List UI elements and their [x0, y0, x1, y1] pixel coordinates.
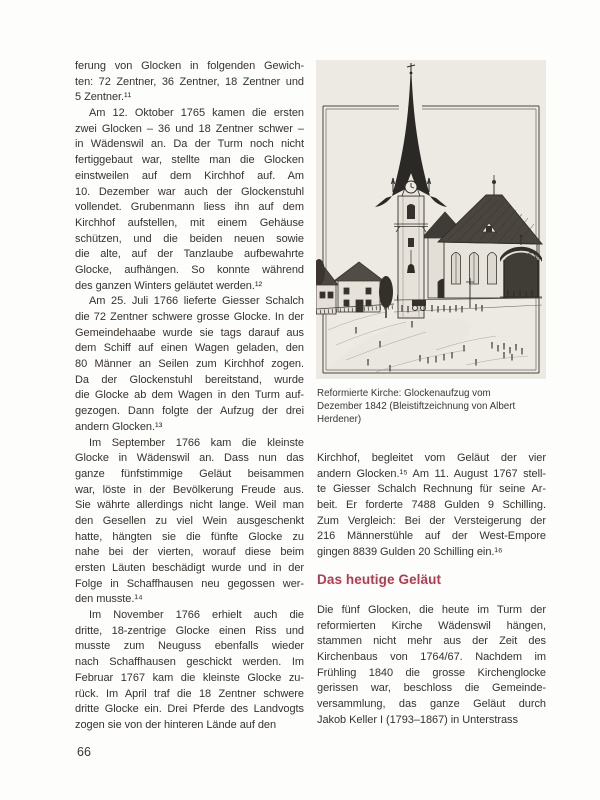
- text-line: Am 12. Oktober 1765 kamen die ersten: [89, 107, 304, 120]
- text-line: die alte, auf der Tanzlaube aufbewahrte: [75, 248, 304, 261]
- text-line: Sie währte allerdings nicht lange. Weil man: [75, 499, 304, 512]
- figure-caption: [317, 387, 543, 426]
- text-line: den musste.¹⁴: [75, 593, 143, 606]
- text-line: 5 Zentner.¹¹: [75, 91, 132, 104]
- text-line: Im November 1766 erhielt auch die: [89, 609, 304, 622]
- text-line: Zum Vergleich: Bei der Versteigerung der: [317, 514, 546, 527]
- text-line: Da der Glockenstuhl bereitstand, wurde: [75, 373, 304, 386]
- text-line: Glocke in Wädenswil an. Dass nun das: [75, 452, 304, 465]
- text-line: 216 Männerstühle auf der West-Empore: [317, 530, 546, 543]
- text-line: Folge in Schaffhausen neu gegossen wer-: [75, 577, 304, 590]
- text-line: ersten Läuten beschädigt wurde und in der: [75, 562, 304, 574]
- text-line: in Wädenswil an. Da der Turm noch nicht: [75, 138, 304, 151]
- text-line: ganze fünfstimmige Geläut beisammen: [75, 467, 304, 480]
- caption-line: Herdener): [317, 414, 362, 425]
- text-line: Jakob Keller I (1793–1867) in Unterstrass: [317, 713, 518, 726]
- text-line: ten: 72 Zentner, 36 Zentner, 18 Zentner und: [75, 75, 304, 88]
- text-line: Kirchhof, begleitet vom Geläut der vier: [317, 452, 546, 464]
- left-text-column: [75, 59, 304, 734]
- text-line: dritte, 18-zentrige Glocke einen Riss und: [75, 624, 304, 637]
- text-line: stammen nicht mehr aus der Zeit des: [317, 635, 546, 648]
- text-line: Frühling 1840 die grosse Kirchenglocke: [317, 666, 546, 679]
- text-line: 10. Dezember war auch der Glockenstuhl: [75, 185, 304, 198]
- text-line: Kirchenbaus von 1764/67. Nachdem im: [317, 651, 546, 664]
- text-line: andern Glocken.¹⁵ Am 11. August 1767 stell-: [317, 467, 546, 480]
- church-drawing: [316, 60, 546, 379]
- right-text-column-top: [317, 451, 546, 561]
- text-line: 80 Männer an Seilen zum Kirchhof zogen.: [75, 358, 304, 371]
- text-line: reformierten Kirche Wädenswil hängen,: [317, 619, 546, 632]
- caption-line: Reformierte Kirche: Glockenaufzug vom: [317, 388, 491, 399]
- text-line: vollendet. Grubenmann liess ihn auf dem: [75, 201, 304, 214]
- church-drawing-figure: [316, 60, 546, 379]
- text-line: die 72 Zentner schwere grosse Glocke. In der: [75, 311, 304, 323]
- text-line: die Glocke ab dem Wagen in den Turm auf-: [75, 389, 304, 402]
- text-line: war, löste in der Bevölkerung Freude aus.: [75, 483, 304, 496]
- caption-line: Dezember 1842 (Bleistiftzeichnung von Albert: [317, 401, 516, 412]
- text-line: Glocke, aufhängen. So konnte während: [75, 263, 304, 276]
- text-line: fertiggebaut war, stellte man die Glocken: [75, 154, 304, 167]
- text-line: des ganzen Winters geläutet werden.¹²: [75, 279, 263, 292]
- text-line: hatte, hängten sie die fünfte Glocke zu: [75, 530, 304, 543]
- text-line: gerissen war, beschloss die Gemeinde-: [317, 682, 546, 695]
- text-line: zwei Glocken – 36 und 18 Zentner schwer –: [75, 122, 304, 135]
- text-line: nach Schaffhausen geschickt werden. Im: [75, 656, 304, 669]
- text-line: gezogen. Dann folgte der Aufzug der drei: [75, 405, 304, 418]
- text-line: dritte Glocke ein. Drei Pferde des Landvogts: [75, 703, 304, 716]
- text-line: ferung von Glocken in folgenden Gewich-: [75, 60, 304, 72]
- right-text-column-bottom: [317, 603, 546, 729]
- weathervane-icon: [410, 72, 413, 75]
- text-line: Kirchhof aufstellen, mit einem Gehäuse: [75, 216, 304, 229]
- page-number: 66: [77, 745, 91, 759]
- section-heading: Das heutige Geläut: [317, 572, 442, 587]
- text-line: Am 25. Juli 1766 lieferte Giesser Schalch: [89, 295, 304, 308]
- text-line: andern Glocken.¹³: [75, 420, 163, 433]
- text-line: Im September 1766 kam die kleinste: [89, 436, 304, 449]
- text-line: versammlung, das ganze Geläut durch: [317, 698, 546, 711]
- text-line: te Giesser Schalch Rechnung für seine Ar-: [317, 483, 546, 496]
- text-line: einstweilen auf dem Kirchhof auf. Am: [75, 169, 304, 182]
- text-line: Die fünf Glocken, die heute im Turm der: [317, 604, 546, 616]
- text-line: beit. Er forderte 7488 Gulden 9 Schilling.: [317, 499, 546, 512]
- text-line: schützen, und die beiden neuen sowie: [75, 232, 304, 245]
- text-line: dem Schiff auf einen Wagen geladen, den: [75, 342, 304, 355]
- text-line: den Gesellen zu viel Wein ausgeschenkt: [75, 514, 304, 527]
- text-line: Februar 1767 kam die kleinste Glocke zu-: [75, 671, 304, 684]
- text-line: gingen 8839 Gulden 20 Schilling ein.¹⁶: [317, 546, 503, 559]
- text-line: rück. Im April traf die 18 Zentner schwere: [75, 687, 304, 700]
- text-line: musste zum Neuguss ebenfalls wieder: [75, 640, 304, 653]
- text-line: nahe bei der vierten, worauf diese beim: [75, 546, 304, 559]
- text-line: Gemeindehaabe wurde sie tags darauf aus: [75, 326, 304, 339]
- text-line: zogen sie von der hinteren Lände auf den: [75, 718, 277, 731]
